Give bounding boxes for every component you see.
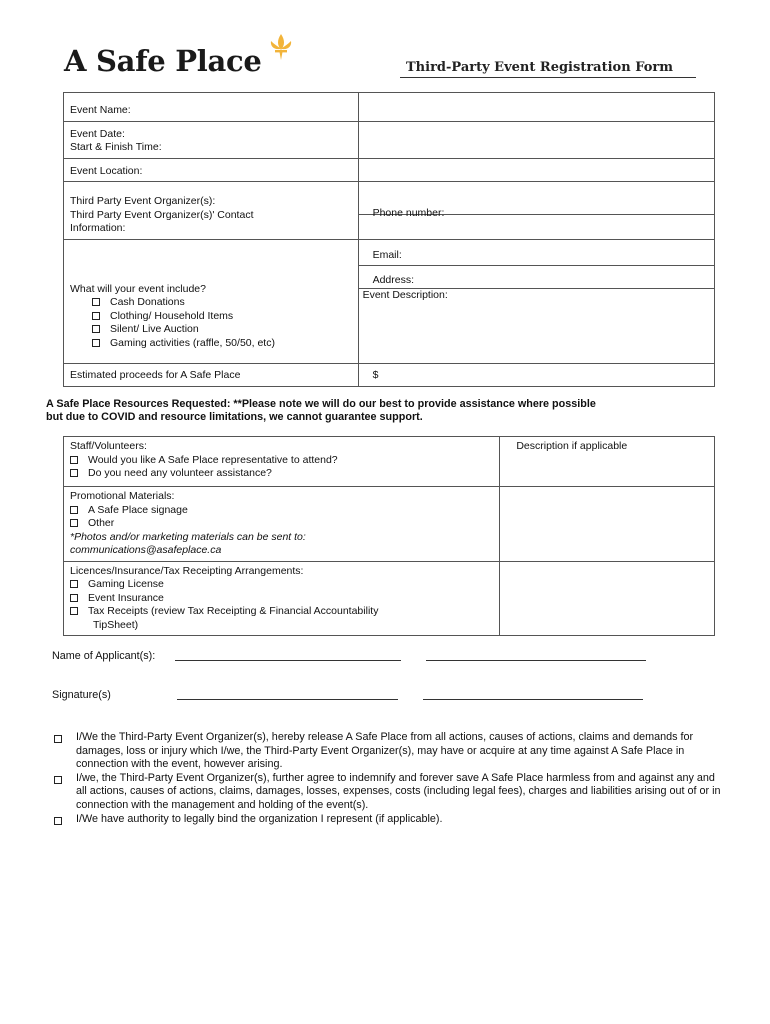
- event-date-cell: [64, 121, 359, 158]
- licences-option[interactable]: Event Insurance: [70, 592, 493, 606]
- signature-field-1[interactable]: [177, 699, 398, 700]
- checkbox-icon[interactable]: [70, 580, 78, 588]
- licences-option[interactable]: Gaming License: [70, 578, 493, 592]
- applicant-name-field-1[interactable]: [175, 660, 401, 661]
- phone-label: Phone number:: [372, 207, 445, 219]
- resources-heading: [46, 398, 736, 424]
- licences-option-cont: TipSheet): [93, 618, 139, 631]
- checkbox-icon[interactable]: [54, 776, 62, 784]
- promo-option[interactable]: A Safe Place signage: [70, 504, 493, 518]
- include-option[interactable]: Clothing/ Household Items: [70, 310, 352, 324]
- proceeds-label: Estimated proceeds for A Safe Place: [64, 364, 359, 387]
- checkbox-icon[interactable]: [92, 298, 100, 306]
- event-name-label: Event Name:: [64, 93, 359, 122]
- include-option[interactable]: Cash Donations: [70, 296, 352, 310]
- event-location-field[interactable]: [358, 158, 714, 182]
- organizer-label: Third Party Event Organizer(s):: [70, 195, 216, 207]
- checkbox-icon[interactable]: [70, 607, 78, 615]
- include-question: What will your event include?: [70, 282, 206, 295]
- checkbox-icon[interactable]: [70, 506, 78, 514]
- start-finish-label: Start & Finish Time:: [70, 141, 162, 153]
- logo-text: A Safe Place: [64, 44, 262, 78]
- promo-note: *Photos and/or marketing materials can be sent to:: [70, 530, 306, 543]
- organizer-contact-label: Third Party Event Organizer(s)' Contact: [70, 208, 254, 221]
- checkbox-icon[interactable]: [92, 325, 100, 333]
- licences-option[interactable]: Tax Receipts (review Tax Receipting & Financial Accountability: [70, 605, 493, 619]
- event-description-label: Event Description:: [362, 289, 448, 301]
- checkbox-icon[interactable]: [92, 339, 100, 347]
- signature-field-2[interactable]: [423, 699, 643, 700]
- fleur-de-lis-icon: [264, 32, 298, 64]
- staff-option[interactable]: Do you need any volunteer assistance?: [70, 467, 493, 481]
- staff-title: Staff/Volunteers:: [70, 440, 147, 452]
- checkbox-icon[interactable]: [70, 469, 78, 477]
- checkbox-icon[interactable]: [54, 735, 62, 743]
- organizer-cell: [64, 182, 359, 240]
- licences-cell: [64, 561, 500, 636]
- promo-option[interactable]: Other: [70, 517, 493, 531]
- event-details-table: [63, 92, 715, 387]
- promo-description-field[interactable]: [500, 487, 715, 562]
- agreement-item[interactable]: I/We the Third-Party Event Organizer(s), hereby release A Safe Place from all actions, causes of actions, claims and demands for damages, loss or injury which I/we, the Third-Party Event Organizer(s), may have or acquire at any time against A Safe Place in connection with the event, however arising.: [54, 731, 724, 772]
- organizer-field[interactable]: [358, 182, 714, 240]
- event-location-label: Event Location:: [64, 158, 359, 182]
- event-date-field[interactable]: [358, 121, 714, 158]
- event-date-label: Event Date:: [70, 127, 125, 140]
- organizer-contact-label-cont: Information:: [70, 222, 126, 234]
- include-cell: [64, 266, 359, 364]
- proceeds-field[interactable]: $: [358, 364, 714, 387]
- agreement-item[interactable]: I/We have authority to legally bind the organization I represent (if applicable).: [54, 813, 724, 827]
- address-label: Address:: [359, 270, 714, 289]
- checkbox-icon[interactable]: [92, 312, 100, 320]
- resources-table: [63, 436, 715, 636]
- include-option[interactable]: Silent/ Live Auction: [70, 323, 352, 337]
- checkbox-icon[interactable]: [54, 817, 62, 825]
- promo-title: Promotional Materials:: [70, 490, 175, 502]
- checkbox-icon[interactable]: [70, 594, 78, 602]
- checkbox-icon[interactable]: [70, 456, 78, 464]
- signature-label: Signature(s): [52, 689, 111, 701]
- email-label[interactable]: Email:: [358, 239, 714, 266]
- description-header: Description if applicable: [500, 437, 715, 487]
- title-underline: [400, 77, 696, 78]
- resources-heading-line: but due to COVID and resource limitations, we cannot guarantee support.: [46, 411, 423, 423]
- licences-description-field[interactable]: [500, 561, 715, 636]
- promo-email-link[interactable]: communications@asafeplace.ca: [70, 544, 222, 556]
- agreement-item[interactable]: I/we, the Third-Party Event Organizer(s), further agree to indemnify and forever save A Safe Place harmless from and against any and all actions, causes of actions, claims, damages, losses, expenses, costs (including legal fees), charges and liabilities arising out of or in connection with the management and holding of the event(s).: [54, 772, 724, 813]
- event-name-field[interactable]: [358, 93, 714, 122]
- include-option[interactable]: Gaming activities (raffle, 50/50, etc): [70, 337, 352, 351]
- applicant-label: Name of Applicant(s):: [52, 650, 156, 662]
- resources-heading-line: A Safe Place Resources Requested: **Please note we will do our best to provide assistance where possible: [46, 398, 596, 410]
- description-field[interactable]: [358, 266, 714, 364]
- promo-cell: [64, 487, 500, 562]
- staff-option[interactable]: Would you like A Safe Place representative to attend?: [70, 454, 493, 468]
- agreements-list: [54, 731, 724, 826]
- staff-cell: [64, 437, 500, 487]
- form-title: Third-Party Event Registration Form: [406, 60, 673, 75]
- checkbox-icon[interactable]: [70, 519, 78, 527]
- applicant-name-field-2[interactable]: [426, 660, 646, 661]
- licences-title: Licences/Insurance/Tax Receipting Arrangements:: [70, 564, 304, 577]
